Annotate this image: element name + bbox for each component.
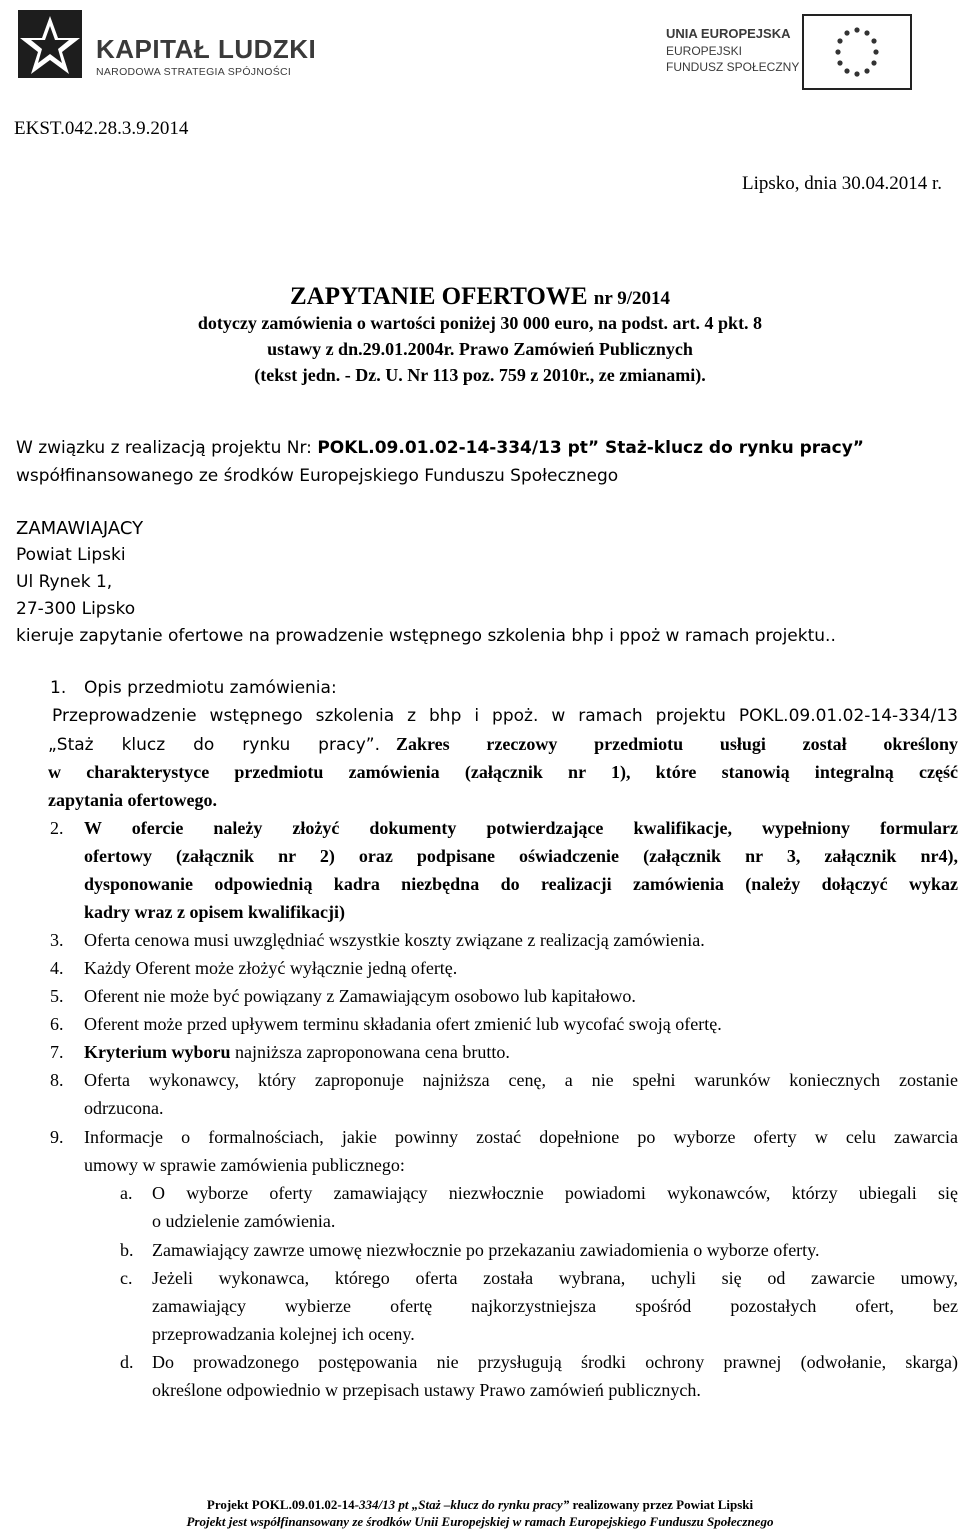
item-7-text	[84, 1042, 510, 1063]
item-4-number: 4.	[50, 958, 64, 978]
item-2-number: 2.	[50, 818, 64, 838]
footer-project-title: 334/13 pt „Staż –klucz do rynku pracy”	[359, 1497, 570, 1512]
item-9c-line2: zamawiający wybierze ofertę najkorzystniejsza spośród pozostałych ofert, bez	[152, 1296, 958, 1316]
item-8-line1: Oferta wykonawcy, który zaproponuje najniższa cenę, a nie spełni warunków koniecznych zostanie	[84, 1070, 958, 1090]
item-9c-line3: przeprowadzania kolejnej ich oceny.	[152, 1324, 415, 1344]
footer-line1	[0, 1497, 960, 1513]
project-intro	[16, 438, 944, 458]
kapital-ludzki-logo	[14, 8, 317, 78]
item-8-line2: odrzucona.	[84, 1098, 164, 1118]
item-9b-letter: b.	[120, 1240, 134, 1260]
eu-logo-line2: EUROPEJSKI	[666, 44, 743, 58]
item-5-number: 5.	[50, 986, 64, 1006]
item-9-number: 9.	[50, 1127, 64, 1147]
item-1-scope: Zakres rzeczowy przedmiotu usługi został określony	[396, 734, 958, 754]
item-9a-line1: O wyborze oferty zamawiający niezwłocznie powiadomi wykonawców, którzy ubiegali się	[152, 1183, 958, 1203]
eu-flag-icon	[802, 14, 912, 90]
item-9d-line1: Do prowadzonego postępowania nie przysługują środki ochrony prawnej (odwołanie, skarga)	[152, 1352, 958, 1372]
item-2-line2: ofertowy (załącznik nr 2) oraz podpisane oświadczenie (załącznik nr 3, załącznik nr4),	[84, 846, 958, 866]
footer-project-number: Projekt POKL.09.01.02-14-	[206, 1497, 360, 1512]
place-date: Lipsko, dnia 30.04.2014 r.	[742, 173, 943, 194]
item-6-text: Oferent może przed upływem terminu składania ofert zmienić lub wycofać swoją ofertę.	[84, 1014, 722, 1034]
kapital-ludzki-title: KAPITAŁ LUDZKI	[96, 34, 317, 64]
eu-logo-line1: UNIA EUROPEJSKA	[666, 26, 791, 41]
contracting-party-city: 27-300 Lipsko	[16, 599, 136, 619]
document-reference: EKST.042.28.3.9.2014	[14, 118, 189, 139]
item-9a-letter: a.	[120, 1183, 133, 1203]
footer-implementer: realizowany przez Powiat Lipski	[569, 1497, 754, 1512]
item-2-line1: W ofercie należy złożyć dokumenty potwierdzające kwalifikacje, wypełniony formularz	[84, 818, 958, 838]
item-9c-letter: c.	[120, 1268, 133, 1288]
title-line3: (tekst jedn. - Dz. U. Nr 113 poz. 759 z 2010r., ze zmianami).	[254, 365, 706, 385]
contracting-party-heading: ZAMAWIAJACY	[16, 518, 144, 539]
item-1-number: 1.	[50, 678, 67, 698]
item-1-heading: Opis przedmiotu zamówienia:	[84, 678, 337, 698]
item-1-line2	[48, 734, 958, 755]
project-cofinancing: współfinansowanego ze środków Europejskiego Funduszu Społecznego	[16, 466, 619, 486]
item-9a-line2: o udzielenie zamówienia.	[152, 1211, 336, 1231]
kapital-ludzki-subtitle: NARODOWA STRATEGIA SPÓJNOŚCI	[96, 66, 292, 78]
document-title	[0, 283, 960, 311]
item-2-line4: kadry wraz z opisem kwalifikacji)	[84, 902, 345, 922]
item-1-line4: zapytania ofertowego.	[48, 790, 217, 810]
item-9d-line2: określone odpowiednio w przepisach ustawy Prawo zamówień publicznych.	[152, 1380, 701, 1400]
item-7-rest: najniższa zaproponowana cena brutto.	[230, 1042, 510, 1062]
item-9d-letter: d.	[120, 1352, 134, 1372]
project-intro-prefix: W związku z realizacją projektu Nr:	[16, 438, 318, 458]
kapital-ludzki-star-icon	[14, 8, 86, 80]
item-9-line1: Informacje o formalnościach, jakie powinny zostać dopełnione po wyborze oferty w celu zawarcia	[84, 1127, 958, 1147]
item-7-number: 7.	[50, 1042, 64, 1062]
contracting-party-street: Ul Rynek 1,	[16, 572, 113, 592]
item-8-number: 8.	[50, 1070, 64, 1090]
item-1-line3: w charakterystyce przedmiotu zamówienia (załącznik nr 1), które stanowią integralną część	[48, 762, 958, 782]
item-1-line1: Przeprowadzenie wstępnego szkolenia z bhp i ppoż. w ramach projektu POKL.09.01.02-14-334/13	[52, 706, 958, 726]
project-number: POKL.09.01.02-14-334/13 pt” Staż-klucz do rynku pracy”	[317, 438, 864, 458]
item-2-line3: dysponowanie odpowiednią kadra niezbędna do realizacji zamówienia (należy dołączyć wykaz	[84, 874, 958, 894]
item-9b-line1: Zamawiający zawrze umowę niezwłocznie po przekazaniu zawiadomienia o wyborze oferty.	[152, 1240, 820, 1260]
item-9-line2: umowy w sprawie zamówienia publicznego:	[84, 1155, 405, 1175]
item-3-text: Oferta cenowa musi uwzględniać wszystkie koszty związane z realizacją zamówienia.	[84, 930, 705, 950]
item-6-number: 6.	[50, 1014, 64, 1034]
item-1-program-name: „Staż klucz do rynku pracy”.	[48, 735, 380, 755]
item-4-text: Każdy Oferent może złożyć wyłącznie jedną ofertę.	[84, 958, 458, 978]
title-line2: ustawy z dn.29.01.2004r. Prawo Zamówień Publicznych	[267, 339, 693, 359]
title-number: nr 9/2014	[593, 288, 670, 309]
eu-logo-line3: FUNDUSZ SPOŁECZNY	[666, 60, 800, 74]
eu-logo	[664, 22, 936, 92]
contracting-party-name: Powiat Lipski	[16, 545, 126, 565]
item-7-criterion: Kryterium wyboru	[84, 1042, 231, 1062]
item-3-number: 3.	[50, 930, 64, 950]
contracting-party-statement: kieruje zapytanie ofertowe na prowadzenie wstępnego szkolenia bhp i ppoż w ramach projektu..	[16, 626, 836, 646]
title-line1: dotyczy zamówienia o wartości poniżej 30 000 euro, na podst. art. 4 pkt. 8	[197, 313, 763, 333]
footer-line2: Projekt jest współfinansowany ze środków Unii Europejskiej w ramach Europejskiego Funduszu Społecznego	[186, 1514, 774, 1529]
title-main: ZAPYTANIE OFERTOWE	[290, 283, 588, 310]
item-9c-line1: Jeżeli wykonawca, którego oferta została wybrana, uchyli się od zawarcie umowy,	[152, 1268, 958, 1288]
item-5-text: Oferent nie może być powiązany z Zamawiającym osobowo lub kapitałowo.	[84, 986, 636, 1006]
